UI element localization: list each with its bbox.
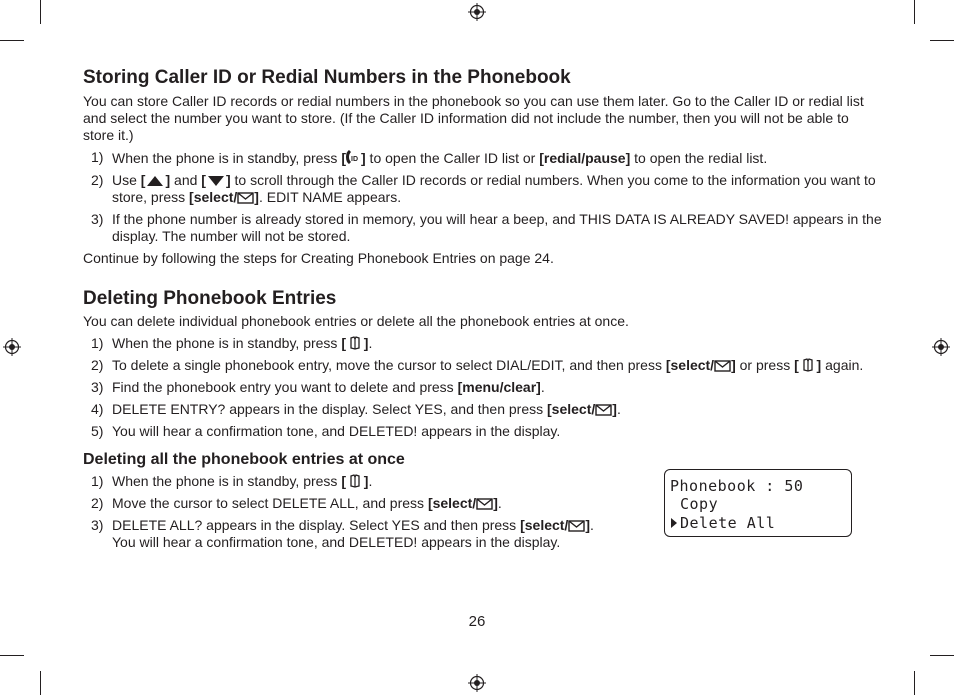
list-item: 1) When the phone is in standby, press [ ]. [91, 473, 373, 489]
cursor-arrow-icon [670, 517, 678, 529]
envelope-icon [237, 192, 254, 204]
envelope-icon [595, 404, 612, 416]
list-item: 1) When the phone is in standby, press [ ID ] to open the Caller ID list or [redial/pause] to open the redial list. [91, 149, 768, 166]
section-intro-deleting: You can delete individual phonebook entries or delete all the phonebook entries at once. [83, 313, 629, 329]
list-item: 2) Use [ ] and [ ] to scroll through the Caller ID records or redial numbers. When you come to the information you want to store, press [select/ ]. EDIT NAME appears. [91, 172, 876, 205]
crop-mark [914, 671, 915, 695]
envelope-icon [476, 498, 493, 510]
phonebook-icon [350, 474, 360, 488]
crop-mark [40, 0, 41, 24]
page-number: 26 [468, 613, 486, 630]
subsection-title-delete-all: Deleting all the phonebook entries at once [83, 451, 405, 468]
crop-mark [0, 40, 24, 41]
envelope-icon [714, 360, 731, 372]
steps-deleting [83, 335, 883, 440]
section-outro-storing: Continue by following the steps for Creating Phonebook Entries on page 24. [83, 250, 554, 266]
list-item: 5) You will hear a confirmation tone, and DELETED! appears in the display. [91, 423, 561, 439]
section-intro-storing: You can store Caller ID records or redial numbers in the phonebook so you can use them later. Go to the Caller ID or redial list and select the number you want to store. (If the Caller ID information did not include the number, then you will not be able to store it.) [83, 93, 864, 143]
registration-mark-icon [3, 338, 21, 356]
list-item: 3) If the phone number is already stored in memory, you will hear a beep, and THIS DATA IS ALREADY SAVED! appears in the display. The number will not be stored. [91, 211, 882, 244]
phonebook-icon [803, 358, 813, 372]
up-arrow-icon [145, 174, 165, 187]
section-title-deleting: Deleting Phonebook Entries [83, 288, 337, 309]
list-item: 3) DELETE ALL? appears in the display. Select YES and then press [select/ ]. You will hear a confirmation tone, and DELETED! appears in the display. [91, 517, 594, 550]
list-item: 3) Find the phonebook entry you want to delete and press [menu/clear]. [91, 379, 545, 395]
section-title-storing: Storing Caller ID or Redial Numbers in the Phonebook [83, 67, 571, 88]
registration-mark-icon [468, 3, 486, 21]
crop-mark [930, 655, 954, 656]
list-item: 1) When the phone is in standby, press [ ]. [91, 335, 373, 351]
list-item: 2) To delete a single phonebook entry, move the cursor to select DIAL/EDIT, and then press [select/ ] or press [ ] again. [91, 357, 864, 373]
caller-id-icon [346, 149, 361, 165]
lcd-line-1: Phonebook : 50 [670, 477, 804, 495]
crop-mark [930, 40, 954, 41]
steps-storing [83, 149, 883, 245]
registration-mark-icon [468, 674, 486, 692]
lcd-display [664, 469, 852, 537]
lcd-line-3: Delete All [680, 514, 776, 532]
list-item: 2) Move the cursor to select DELETE ALL, and press [select/ ]. [91, 495, 502, 511]
lcd-line-2: Copy [680, 495, 719, 513]
phonebook-icon [350, 336, 360, 350]
steps-delete-all [83, 473, 643, 551]
list-item: 4) DELETE ENTRY? appears in the display. Select YES, and then press [select/ ]. [91, 401, 621, 417]
svg-text:ID: ID [351, 156, 358, 163]
crop-mark [914, 0, 915, 24]
crop-mark [0, 655, 24, 656]
registration-mark-icon [932, 338, 950, 356]
crop-mark [40, 671, 41, 695]
envelope-icon [568, 520, 585, 532]
down-arrow-icon [206, 174, 226, 187]
